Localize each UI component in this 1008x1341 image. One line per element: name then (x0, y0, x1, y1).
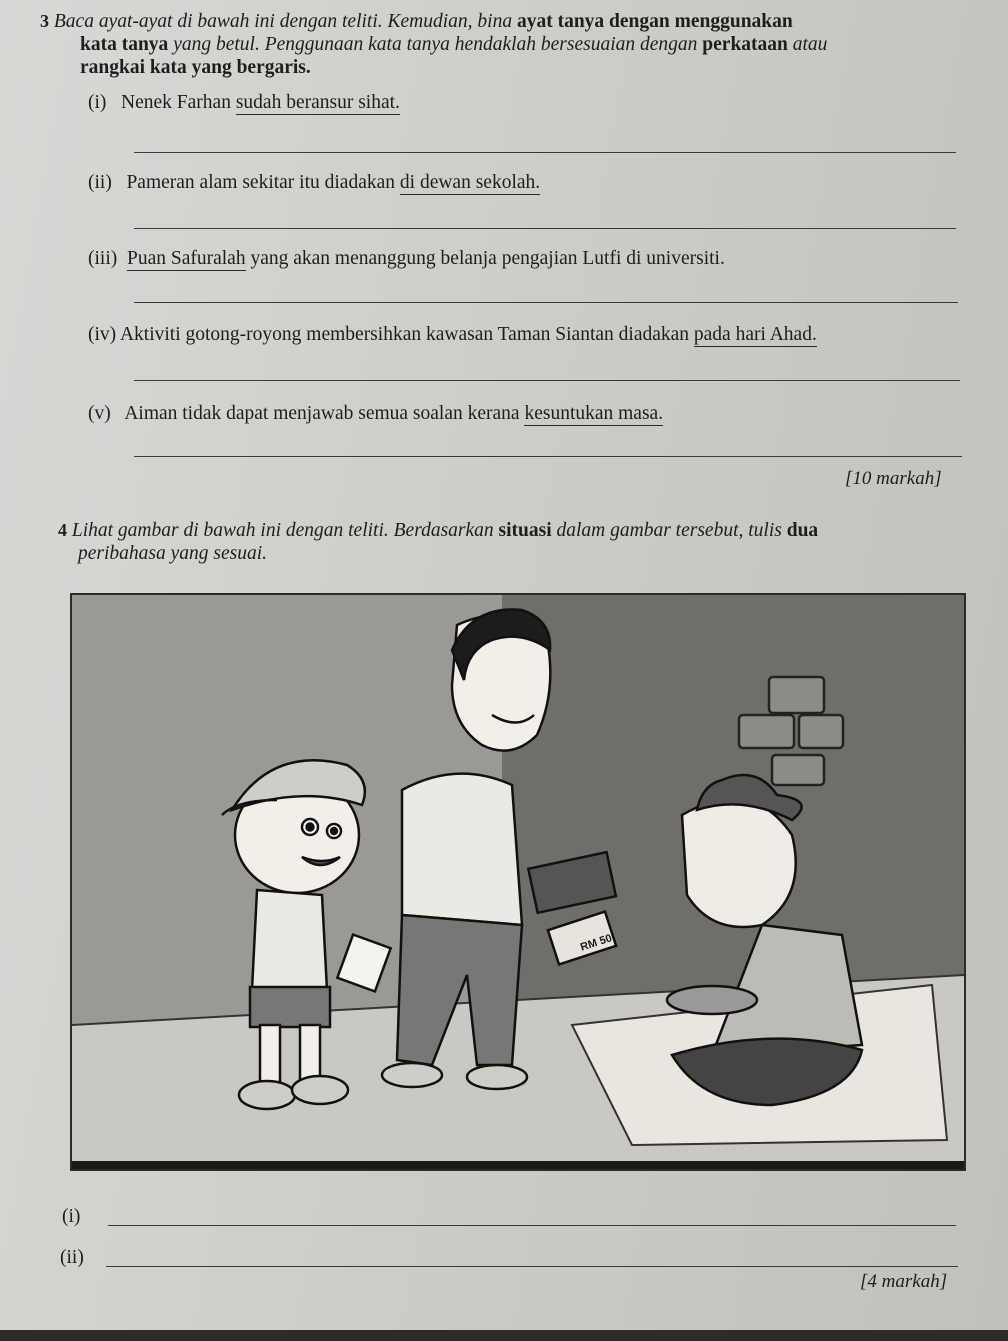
answer-line-v[interactable] (134, 456, 962, 457)
illustration-border (72, 1161, 964, 1169)
question-3-marks (845, 468, 942, 490)
illustration-svg (72, 595, 964, 1169)
question-4-instruction (58, 519, 968, 565)
answer-line-q4-ii[interactable] (106, 1266, 958, 1267)
marks-text: [10 markah] (845, 468, 942, 489)
item-underlined-text: kesuntukan masa. (524, 403, 664, 424)
question-4-answer-ii-number: (ii) (60, 1247, 84, 1268)
instruction-bold-text: situasi (498, 520, 552, 541)
instruction-text: yang betul. Penggunaan kata tanya hendaklah bersesuaian dengan (173, 34, 698, 55)
instruction-text: dalam gambar tersebut, tulis (556, 520, 782, 541)
question-3-item-iv (88, 324, 817, 346)
answer-line-i[interactable] (134, 152, 956, 153)
question-3-number: 3 (40, 11, 49, 31)
item-text: Aiman tidak dapat menjawab semua soalan kerana (124, 403, 520, 424)
answer-line-q4-i[interactable] (108, 1225, 956, 1226)
question-4-answer-i-number: (i) (62, 1206, 81, 1227)
instruction-text: atau (792, 34, 828, 55)
instruction-bold-text: dua (786, 520, 819, 541)
item-text: Nenek Farhan (121, 92, 231, 113)
question-3-item-i (88, 92, 400, 114)
banknote-label: RM 50 (578, 932, 614, 954)
item-number: (iv) (88, 324, 117, 345)
item-number: (ii) (88, 172, 112, 193)
instruction-bold-text: kata tanya (80, 34, 169, 55)
instruction-text: Lihat gambar di bawah ini dengan teliti. Berdasarkan (71, 520, 494, 541)
question-4-marks (860, 1271, 947, 1293)
question-3-item-iii (88, 248, 725, 270)
instruction-bold-text: ayat tanya dengan menggunakan (516, 11, 793, 32)
item-underlined-text: sudah beransur sihat. (235, 92, 400, 113)
instruction-bold-text: perkataan (702, 34, 788, 55)
illustration-charity-scene (70, 593, 966, 1171)
answer-line-iii[interactable] (134, 302, 958, 303)
table-edge (0, 1330, 1008, 1341)
item-number: (iii) (88, 248, 118, 269)
answer-line-iv[interactable] (134, 380, 960, 381)
question-3-instruction (40, 10, 965, 79)
instruction-line-3: rangkai kata yang bergaris. (80, 57, 311, 78)
item-underlined-text: Puan Safuralah (127, 248, 246, 269)
instruction-text: Baca ayat-ayat di bawah ini dengan teliti. Kemudian, bina (53, 11, 513, 32)
question-3-item-ii (88, 172, 540, 194)
item-text: yang akan menanggung belanja pengajian Lutfi di universiti. (250, 248, 725, 269)
item-number: (i) (88, 92, 107, 113)
answer-line-ii[interactable] (134, 228, 956, 229)
item-text: Pameran alam sekitar itu diadakan (126, 172, 396, 193)
instruction-line-2: peribahasa yang sesuai. (78, 543, 268, 564)
item-text: Aktiviti gotong-royong membersihkan kawasan Taman Siantan diadakan (119, 324, 690, 345)
item-underlined-text: di dewan sekolah. (399, 172, 541, 193)
item-underlined-text: pada hari Ahad. (693, 324, 817, 345)
question-4-number: 4 (58, 520, 67, 540)
question-3-item-v (88, 403, 663, 425)
marks-text: [4 markah] (860, 1271, 948, 1292)
item-number: (v) (88, 403, 111, 424)
